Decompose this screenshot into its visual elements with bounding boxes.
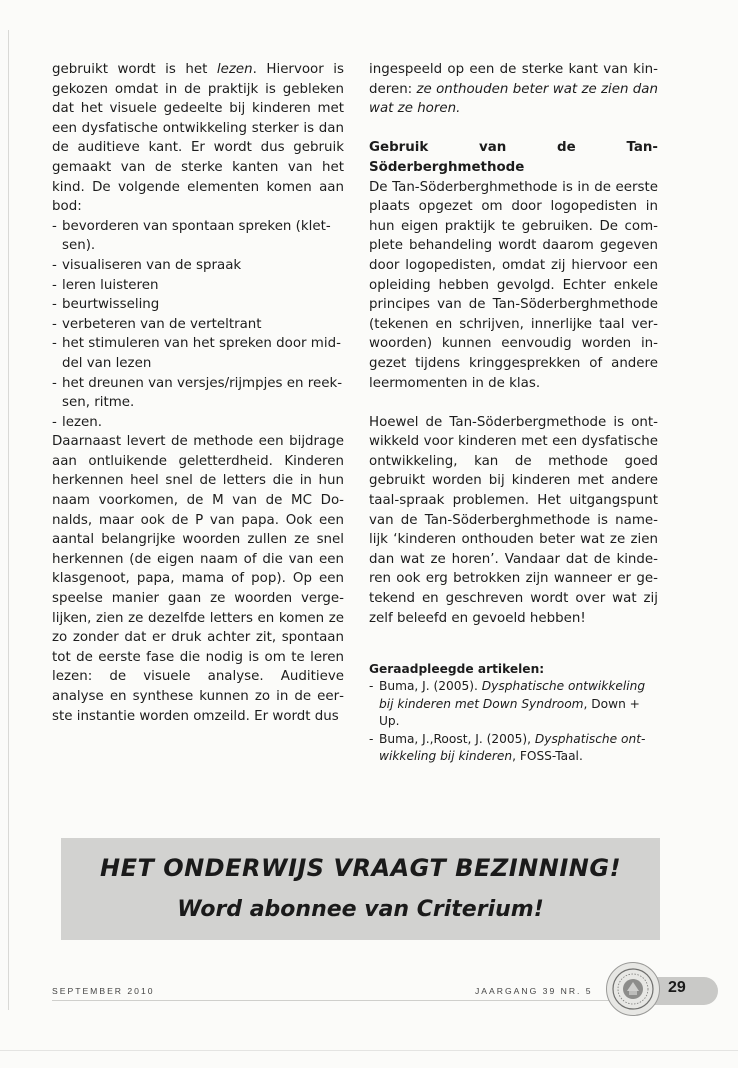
left-column bbox=[52, 60, 344, 726]
bottom-edge bbox=[0, 1050, 738, 1051]
seal-emblem-icon bbox=[606, 962, 660, 1016]
right-intro-paragraph: ingespeeld op een de sterke kant van kinderen: ze onthouden beter wat ze zien dan wat ze horen. bbox=[369, 62, 658, 117]
left-intro-paragraph: gebruikt wordt is het lezen. Hiervoor is gekozen omdat in de praktijk is gebleken dat het visuele gedeelte bij kinderen met een dysfatische ontwikkeling sterker is dan de auditieve kant. Er wordt dus gebruik gemaakt van de sterke kanten van het kind. De volgende elementen komen aan bod: bbox=[52, 62, 344, 215]
list-item: - het dreunen van versjes/rijmpjes en reeksen, ritme. bbox=[52, 374, 344, 413]
list-item: - het stimuleren van het spreken door middel van lezen bbox=[52, 334, 344, 373]
left-continuation-paragraph: Daarnaast levert de methode een bijdrage aan ontluikende geletterdheid. Kinderen herkennen heel snel de letters die in hun naam voorkomen, de M van de MC Donalds, maar ook de P van papa. Ook een aantal belangrijke woorden zullen ze snel herkennen (de eigen naam of die van een klasgenoot, papa, mama of pop). Op een speelse manier gaan ze woorden vergelijken, zien ze dezelfde letters en komen ze zo zonder dat er druk achter zit, spontaan tot de eerste fase die nodig is om te leren lezen: de visuele analyse. Auditieve analyse en synthese kunnen zo in de eerste instantie worden omzeild. Er wordt dus bbox=[52, 434, 344, 724]
banner-subline: Word abonnee van Criterium! bbox=[177, 897, 544, 922]
page-edge bbox=[8, 30, 9, 1010]
footer-issue: JAARGANG 39 NR. 5 bbox=[475, 986, 593, 996]
references-title: Geraadpleegde artikelen: bbox=[369, 661, 545, 676]
list-item: - beurtwisseling bbox=[52, 295, 344, 315]
elements-list bbox=[52, 217, 344, 433]
paragraph-1: De Tan-Söderberghmethode is in de eerste plaats opgezet om door logopedisten in hun eigen praktijk te gebruiken. De complete behandeling wordt daarom gegeven door logopedisten, omdat zij hiervoor een opleiding hebben gevolgd. Echter enkele principes van de Tan-Söderberghmethode (tekenen en schrijven, innerlijke taal verwoorden) kunnen eenvoudig worden ingezet tijdens kringgesprekken of andere leermomenten in de klas. bbox=[369, 179, 658, 391]
reference-item: - Buma, J. (2005). Dysphatische ontwikkeling bij kinderen met Down Syndroom, Down + Up. bbox=[369, 678, 658, 731]
list-item: - visualiseren van de spraak bbox=[52, 256, 344, 276]
reference-item: - Buma, J.,Roost, J. (2005), Dysphatische ontwikkeling bij kinderen, FOSS-Taal. bbox=[369, 731, 658, 766]
list-item: - bevorderen van spontaan spreken (kletsen). bbox=[52, 217, 344, 256]
banner-headline: HET ONDERWIJS VRAAGT BEZINNING! bbox=[99, 854, 622, 882]
footer-date: SEPTEMBER 2010 bbox=[52, 986, 155, 996]
references-list bbox=[369, 678, 658, 766]
section-heading: Gebruik van de Tan-Söderberghmethode bbox=[369, 140, 658, 175]
list-item: - leren luisteren bbox=[52, 276, 344, 296]
page-number: 29 bbox=[668, 979, 686, 996]
right-column bbox=[369, 60, 658, 766]
paragraph-2: Hoewel de Tan-Söderbergmethode is ontwikkeld voor kinderen met een dysfatische ontwikkeling, kan de methode goed gebruikt worden bij kinderen met andere taal-spraak problemen. Het uitgangspunt van de Tan-Söderberghmethode is namelijk ‘kinderen onthouden beter wat ze zien dan wat ze horen’. Vandaar dat de kinderen ook erg betrokken zijn wanneer er getekend en geschreven wordt over wat zij zelf beleefd en gevoeld hebben! bbox=[369, 414, 658, 626]
subscription-banner bbox=[61, 838, 660, 940]
list-item: - verbeteren van de verteltrant bbox=[52, 315, 344, 335]
page-number-tab bbox=[654, 977, 718, 1005]
footer-rule bbox=[52, 1000, 612, 1001]
list-item: - lezen. bbox=[52, 413, 344, 433]
